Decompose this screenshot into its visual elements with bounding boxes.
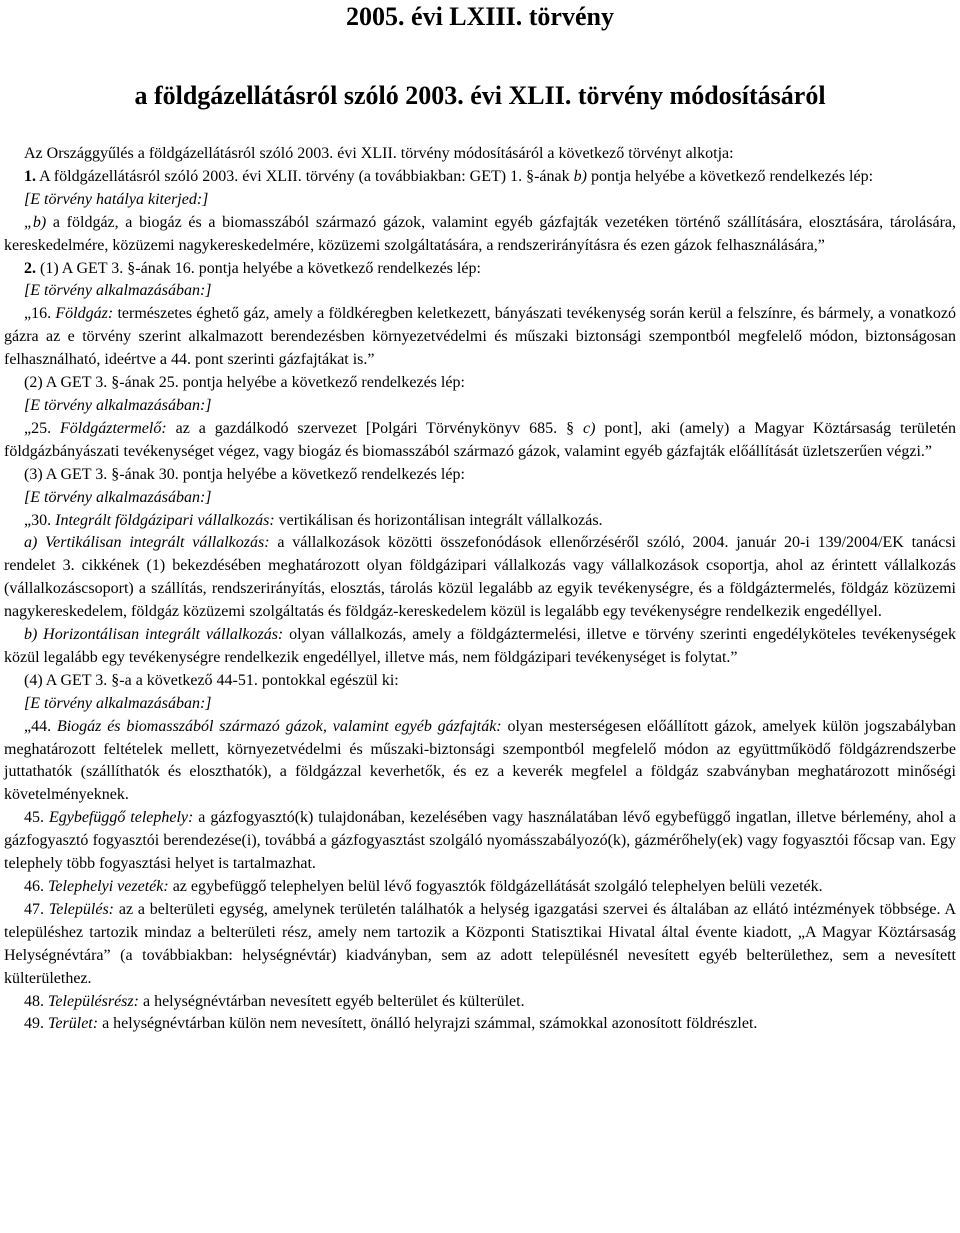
point-16-paragraph [4,303,956,372]
bracket-note-2 [4,395,956,418]
point-25-point-ref: c) [583,419,596,437]
point-44-number: „44. [24,717,52,735]
point-16-term: Földgáz: [55,305,114,323]
section-2-line-4: (4) A GET 3. §-a a következő 44-51. pontokkal egészül ki: [24,671,399,689]
point-30b-paragraph [4,624,956,670]
point-45-paragraph [4,807,956,876]
section-2-line-3: (3) A GET 3. §-ának 30. pontja helyébe a következő rendelkezés lép: [24,465,465,483]
point-25-paragraph [4,418,956,464]
point-25-text-c: pont], aki (amely) a Magyar Köztársaság területén földgázbányászati tevékenységet végez, vagy biogáz és biomasszából származó gázok, valamint egyéb gázfajták előállítását üzletszerűen végzi.” [4,419,956,460]
document-body [4,143,956,1036]
point-30-paragraph [4,510,956,533]
point-46-term: Telephelyi vezeték: [48,878,169,895]
point-30a-text: a vállalkozások közötti összefonódások ellenőrzéséről szóló, 2004. január 20-i 139/2004/EK tanácsi rendelet 3. cikkének (1) bekezdésében meghatározott olyan földgázipari vállalkozás vagy vállalkozások csoportja, ahol az érintett vállalkozás (vállalkozáscsoport) a szállítás, rendszerirányítás, elosztás, tárolás közül legalább az egyik tevékenységre, és a földgáztermelés, földgáz közüzemi nagykereskedelem, földgáz közüzemi szolgáltatás és földgáz-kereskedelem közül is legalább egy tevékenységre rendelkezik engedéllyel. [4,534,956,621]
bracket-note-3 [4,487,956,510]
bracket-note-1-text: [E törvény alkalmazásában:] [24,282,212,300]
point-45-term: Egybefüggő telephely: [48,809,194,827]
section-1-quote-text: a földgáz, a biogáz és a biomasszából származó gázok, valamint egyéb gázfajták vezetéken történő szállítására, elosztására, tárolására, kereskedelmére, közüzemi nagykereskedelmére, közüzemi szolgáltatására, a rendszerirányításra és ezen gázok felhasználására,” [4,213,957,254]
section-2-line-2: (2) A GET 3. §-ának 25. pontja helyébe a következő rendelkezés lép: [24,374,465,392]
law-subject-title: a földgázellátásról szóló 2003. évi XLII. törvény módosításáról [134,81,826,110]
point-47-paragraph [4,899,956,991]
intro-paragraph: Az Országgyűlés a földgázellátásról szóló 2003. évi XLII. törvény módosításáról a következő törvényt alkotja: [24,145,734,162]
point-49-number: 49. [24,1015,44,1033]
section-2-number: 2. [24,259,36,277]
point-16-text: természetes éghető gáz, amely a földkéregben keletkezett, bányászati tevékenység során kerül a felszínre, és bármely, a vonatkozó gázra az e törvény szerint alkalmazott berendezésben környezetvédelmi és műszaki biztonsági szempontból megfelelő módon, biztonságosan felhasználható, ideértve a 44. pont szerinti gázfajtákat is.” [4,305,957,369]
point-30-text: vertikálisan és horizontálisan integrált vállalkozás. [278,511,603,529]
point-44-text: olyan mesterségesen előállított gázok, amelyek külön jogszabályban meghatározott feltételek mellett, környezetvédelmi és műszaki-biztonsági szempontból megfelelő módon az együttműködő földgázrendszerbe juttathatók (szállíthatók és eloszthatók), a földgázzal keverhetők, és ez a keverék megfelel a földgáz szabványban meghatározott minőségi követelményeknek. [4,717,957,804]
section-1-bracket-text: [E törvény hatálya kiterjed:] [24,190,209,208]
point-46-paragraph [4,876,956,899]
bracket-note-4 [4,693,956,716]
point-45-text: a gázfogyasztó(k) tulajdonában, kezelésében vagy használatában lévő egybefüggő ingatlan, illetve bérlemény, ahol a gázfogyasztó fogyasztói berendezése(i), továbbá a gázfogyasztást szolgáló nyomásszabályozó(k), gázmérőhely(ek) vagy fogyasztói főcsap van. Egy telephely több fogyasztási helyet is tartalmazhat. [4,809,957,873]
point-30-term: Integrált földgázipari vállalkozás: [55,511,275,529]
point-30-number: „30. [24,511,52,529]
point-30b-term: b) Horizontálisan integrált vállalkozás: [24,626,284,644]
point-47-text: az a belterületi egység, amelynek területén találhatók a helység igazgatási szervei és általában az ellátó intézmények többsége. A településhez tartozik mindaz a belterületi rész, amely nem tartozik a Központi Statisztikai Hivatal által évente kiadott, „A Magyar Köztársaság Helységnévtára” (a továbbiakban: helységnévtár) kiadványban, sem az adott településnél nevesített egyéb belterülethez, sem a nevesített külterülethez. [4,900,957,987]
point-44-paragraph [4,716,956,808]
point-25-term: Földgáztermelő: [60,419,167,437]
section-1-paragraph [4,166,956,189]
point-45-number: 45. [24,809,44,827]
point-46-number: 46. [24,878,44,895]
point-48-number: 48. [24,992,44,1010]
point-30a-term: a) Vertikálisan integrált vállalkozás: [24,534,270,552]
point-49-term: Terület: [48,1015,99,1033]
point-46-text: az egybefüggő telephelyen belül lévő fogyasztók földgázellátását szolgáló telephelyen belüli vezeték. [172,878,823,895]
point-48-text: a helységnévtárban nevesített egyéb belterület és külterület. [142,992,525,1010]
point-48-term: Településrész: [48,992,139,1010]
point-25-number: „25. [24,419,52,437]
section-1-point-ref: b) [573,167,587,185]
section-1-quote [4,212,956,258]
section-1-bracket-note [4,189,956,212]
point-47-term: Település: [48,900,115,918]
bracket-note-3-text: [E törvény alkalmazásában:] [24,488,212,506]
section-2-paragraph [4,258,956,281]
section-1-number: 1. [24,167,36,185]
section-1-quote-point: „b) [24,213,47,231]
bracket-note-1 [4,280,956,303]
section-1-text-a: A földgázellátásról szóló 2003. évi XLII. törvény (a továbbiakban: GET) 1. §-ának [39,167,570,185]
point-16-number: „16. [24,305,52,323]
point-47-number: 47. [24,900,44,918]
bracket-note-2-text: [E törvény alkalmazásában:] [24,396,212,414]
point-30b-text: olyan vállalkozás, amely a földgáztermelési, illetve e törvény szerinti engedélyköteles tevékenységek közül legalább egy tevékenységre rendelkezik engedéllyel, illetve más, nem földgázipari tevékenységet is folytat.” [4,626,956,666]
point-48-paragraph [4,991,956,1014]
bracket-note-4-text: [E törvény alkalmazásában:] [24,694,212,712]
section-2-line-1: (1) A GET 3. §-ának 16. pontja helyébe a következő rendelkezés lép: [40,259,481,277]
point-30a-paragraph [4,532,956,624]
section-1-text-c: pontja helyébe a következő rendelkezés lép: [590,167,874,185]
point-25-text-a: az a gazdálkodó szervezet [Polgári Törvénykönyv 685. § [175,419,575,437]
point-44-term: Biogáz és biomasszából származó gázok, valamint egyéb gázfajták: [56,717,502,735]
law-number-title: 2005. évi LXIII. törvény [346,2,614,31]
point-49-paragraph [4,1013,956,1036]
point-49-text: a helységnévtárban külön nem nevesített, önálló helyrajzi számmal, számokkal azonosított földrészlet. [102,1015,758,1033]
